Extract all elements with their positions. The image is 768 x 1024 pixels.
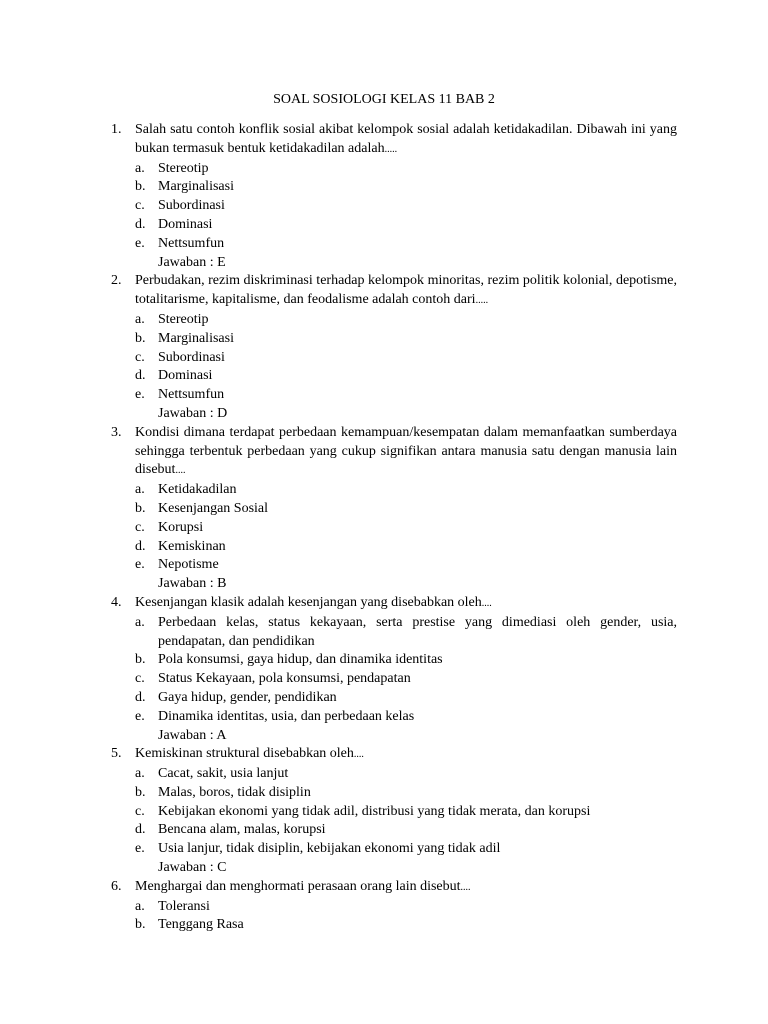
option-text: Korupsi [158,519,204,535]
option-letter: a. [135,482,145,498]
option-item [135,160,677,179]
option-item [135,614,677,652]
option-text: Nepotisme [158,557,219,573]
option-text: Status Kekayaan, pola konsumsi, pendapatan [158,671,411,687]
option-item [135,708,677,727]
option-text: Kesenjangan Sosial [158,500,269,516]
option-text: Usia lanjur, tidak disiplin, kebijakan ekonomi yang tidak adil [158,841,501,857]
question-item [111,272,677,423]
question-text-body: Kondisi dimana terdapat perbedaan kemampuan/kesempatan dalam memanfaatkan sumberdaya sehingga terbentuk perbedaan yang cukup signifikan antara manusia satu dengan manusia lain disebut [135,424,677,478]
option-text: Gaya hidup, gender, pendidikan [158,689,337,705]
option-letter: a. [135,160,145,176]
option-item [135,821,677,840]
question-text [135,745,677,765]
question-item [111,424,677,594]
question-text-body: Kemiskinan struktural disebabkan oleh [135,746,354,762]
document-title: SOAL SOSIOLOGI KELAS 11 BAB 2 [273,92,495,107]
question-text [135,878,677,898]
option-letter: d. [135,216,146,232]
option-list [135,614,677,727]
question-text [135,424,677,481]
question-text [135,272,677,311]
option-text: Marginalisasi [158,179,234,195]
option-item [135,765,677,784]
option-item [135,651,677,670]
option-list [135,898,677,936]
option-item [135,538,677,557]
option-item [135,386,677,405]
option-letter: a. [135,766,145,782]
option-letter: c. [135,803,145,819]
option-letter: a. [135,311,145,327]
option-letter: d. [135,368,146,384]
option-item [135,784,677,803]
option-text: Bencana alam, malas, korupsi [158,822,326,838]
option-item [135,367,677,386]
option-item [135,178,677,197]
option-item [135,670,677,689]
question-text-body: Kesenjangan klasik adalah kesenjangan yang disebabkan oleh [135,594,482,610]
question-text-body: Perbudakan, rezim diskriminasi terhadap kelompok minoritas, rezim politik kolonial, depotisme, totalitarisme, kapitalisme, dan feodalisme adalah contoh dari [135,273,677,308]
question-ellipsis: ..... [384,143,398,155]
option-text: Kemiskinan [158,538,226,554]
option-item [135,916,677,935]
question-text-body: Menghargai dan menghormati perasaan orang lain disebut [135,878,461,894]
option-item [135,216,677,235]
option-item [135,349,677,368]
option-list [135,160,677,254]
answer-key: Jawaban : E [158,254,226,270]
answer-key: Jawaban : B [158,576,227,592]
option-item [135,235,677,254]
option-list [135,311,677,405]
question-number: 1. [111,122,122,137]
answer-key: Jawaban : A [158,727,227,743]
option-letter: d. [135,538,146,554]
option-text: Perbedaan kelas, status kekayaan, serta prestise yang dimediasi oleh gender, usia, pendapatan, dan pendidikan [158,614,677,649]
option-letter: c. [135,349,145,365]
option-letter: e. [135,841,145,857]
option-text: Marginalisasi [158,330,234,346]
option-letter: a. [135,614,145,630]
option-item [135,330,677,349]
question-ellipsis: ..... [475,295,489,307]
option-letter: b. [135,500,146,516]
option-item [135,840,677,859]
option-text: Stereotip [158,160,209,176]
question-ellipsis: .... [175,465,186,477]
option-item [135,481,677,500]
option-letter: c. [135,198,145,214]
option-text: Nettsumfun [158,235,225,251]
option-text: Subordinasi [158,198,225,214]
question-number: 3. [111,424,122,440]
question-item [111,745,677,878]
question-list [111,121,677,935]
option-item [135,803,677,822]
answer-key: Jawaban : C [158,860,227,876]
question-item [111,878,677,935]
option-letter: e. [135,708,145,724]
option-letter: b. [135,330,146,346]
option-letter: c. [135,519,145,535]
option-text: Kebijakan ekonomi yang tidak adil, distribusi yang tidak merata, dan korupsi [158,803,591,819]
question-number: 6. [111,878,122,894]
option-text: Stereotip [158,311,209,327]
question-text [135,594,677,614]
option-text: Dominasi [158,368,213,384]
question-item [111,121,677,272]
option-text: Tenggang Rasa [158,917,244,933]
option-item [135,556,677,575]
option-letter: b. [135,179,146,195]
option-text: Dominasi [158,216,213,232]
option-list [135,481,677,575]
question-text [135,121,677,160]
option-item [135,689,677,708]
option-text: Nettsumfun [158,387,225,403]
option-letter: b. [135,917,146,933]
question-number: 2. [111,273,122,289]
option-letter: a. [135,898,145,914]
option-item [135,311,677,330]
option-text: Dinamika identitas, usia, dan perbedaan kelas [158,708,415,724]
option-text: Cacat, sakit, usia lanjut [158,766,289,782]
option-letter: e. [135,557,145,573]
option-letter: e. [135,387,145,403]
option-letter: b. [135,784,146,800]
question-ellipsis: .... [481,597,492,609]
option-text: Toleransi [158,898,210,914]
question-ellipsis: .... [353,749,364,761]
option-text: Subordinasi [158,349,225,365]
option-letter: d. [135,822,146,838]
question-number: 5. [111,746,122,762]
question-number: 4. [111,594,122,610]
option-item [135,519,677,538]
option-text: Ketidakadilan [158,482,237,498]
answer-key: Jawaban : D [158,405,228,421]
question-item [111,594,677,745]
option-text: Malas, boros, tidak disiplin [158,784,311,800]
option-letter: c. [135,671,145,687]
option-item [135,500,677,519]
option-letter: e. [135,235,145,251]
option-item [135,898,677,917]
option-letter: d. [135,689,146,705]
option-text: Pola konsumsi, gaya hidup, dan dinamika identitas [158,652,443,668]
option-list [135,765,677,859]
option-item [135,197,677,216]
question-ellipsis: .... [460,881,471,893]
question-text-body: Salah satu contoh konflik sosial akibat kelompok sosial adalah ketidakadilan. Dibawah ini yang bukan termasuk bentuk ketidakadilan adalah [135,122,677,156]
option-letter: b. [135,652,146,668]
